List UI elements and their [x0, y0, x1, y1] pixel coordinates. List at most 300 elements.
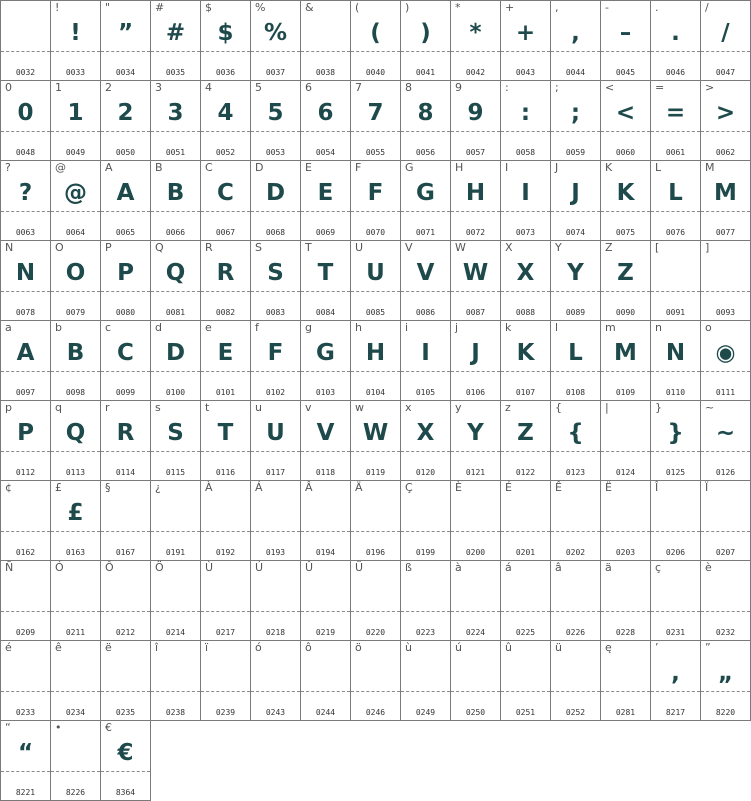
glyph-cell-char-label: C	[205, 161, 213, 174]
glyph-cell	[100, 560, 151, 641]
glyph-cell-codepoint: 0119	[365, 468, 386, 477]
glyph-cell-codepoint: 0104	[365, 388, 386, 397]
glyph-cell	[250, 560, 301, 641]
glyph-cell	[0, 80, 51, 161]
glyph-cell	[300, 640, 351, 721]
glyph-cell-preview: N	[15, 260, 36, 286]
glyph-cell-char-label: Ê	[555, 481, 562, 494]
glyph-cell-preview: Z	[517, 420, 534, 446]
glyph-cell-codepoint: 0072	[465, 228, 486, 237]
glyph-cell-preview: G	[316, 340, 335, 366]
glyph-cell	[600, 400, 651, 481]
glyph-cell	[300, 160, 351, 241]
glyph-cell-divider	[1, 691, 50, 692]
glyph-cell-char-label: ç	[655, 561, 662, 574]
glyph-cell-char-label: u	[255, 401, 262, 414]
glyph-cell	[200, 80, 251, 161]
glyph-cell-char-label: ï	[205, 641, 209, 654]
glyph-cell	[50, 240, 101, 321]
glyph-cell	[50, 320, 101, 401]
glyph-cell-preview: /	[721, 20, 730, 46]
glyph-cell-divider	[51, 531, 100, 532]
glyph-cell-char-label: Ô	[105, 561, 114, 574]
glyph-cell-codepoint: 0225	[515, 628, 536, 637]
glyph-cell-preview: :	[520, 100, 531, 126]
glyph-cell-preview: R	[216, 260, 235, 286]
glyph-cell-preview: K	[516, 340, 535, 366]
glyph-cell-char-label: I	[505, 161, 509, 174]
glyph-cell-char-label: L	[655, 161, 662, 174]
glyph-cell-codepoint: 0121	[465, 468, 486, 477]
glyph-cell-divider	[651, 211, 700, 212]
glyph-cell-char-label: Ï	[705, 481, 709, 494]
glyph-cell	[150, 240, 201, 321]
glyph-cell-preview: #	[165, 20, 186, 46]
glyph-cell-preview	[301, 495, 350, 531]
glyph-cell-codepoint: 0202	[565, 548, 586, 557]
glyph-cell-preview: F	[267, 340, 284, 366]
glyph-cell	[450, 240, 501, 321]
glyph-cell-preview: E	[317, 180, 334, 206]
glyph-cell-char-label: ß	[405, 561, 412, 574]
glyph-cell-divider	[401, 531, 450, 532]
glyph-cell-preview: L	[568, 340, 583, 366]
glyph-cell-preview: O	[65, 260, 86, 286]
glyph-cell-char-label: b	[55, 321, 62, 334]
glyph-cell-divider	[351, 691, 400, 692]
glyph-cell-char-label: }	[655, 401, 662, 414]
glyph-cell	[50, 400, 101, 481]
glyph-cell	[700, 560, 751, 641]
glyph-cell-divider	[1, 531, 50, 532]
glyph-cell	[700, 400, 751, 481]
glyph-cell-codepoint: 0116	[215, 468, 236, 477]
glyph-cell-divider	[601, 371, 650, 372]
glyph-cell-divider	[51, 371, 100, 372]
glyph-cell-divider	[301, 131, 350, 132]
glyph-cell-char-label: V	[405, 241, 413, 254]
glyph-cell-char-label: N	[5, 241, 14, 254]
glyph-cell-char-label: §	[105, 481, 111, 494]
glyph-cell-divider	[401, 291, 450, 292]
glyph-cell-preview	[601, 575, 650, 611]
glyph-cell	[550, 400, 601, 481]
glyph-cell	[700, 240, 751, 321]
glyph-cell-char-label: P	[105, 241, 112, 254]
glyph-cell-char-label: ó	[255, 641, 262, 654]
glyph-cell-divider	[651, 611, 700, 612]
glyph-cell-char-label: %	[255, 1, 266, 14]
glyph-cell-codepoint: 0193	[265, 548, 286, 557]
glyph-cell-codepoint: 0232	[715, 628, 736, 637]
glyph-cell-codepoint: 0091	[665, 308, 686, 317]
glyph-cell-divider	[101, 771, 150, 772]
glyph-cell	[450, 400, 501, 481]
glyph-cell	[400, 320, 451, 401]
glyph-cell-preview: 4	[217, 100, 234, 126]
glyph-cell-char-label: $	[205, 1, 212, 14]
glyph-cell	[200, 320, 251, 401]
glyph-cell-divider	[351, 611, 400, 612]
glyph-cell	[700, 0, 751, 81]
glyph-cell	[0, 160, 51, 241]
glyph-cell-preview: 9	[467, 100, 484, 126]
glyph-cell	[300, 560, 351, 641]
glyph-cell-preview: 0	[17, 100, 34, 126]
glyph-cell-char-label: ]	[705, 241, 710, 254]
glyph-cell	[250, 320, 301, 401]
glyph-cell-codepoint: 0106	[465, 388, 486, 397]
glyph-cell-codepoint: 0113	[65, 468, 86, 477]
glyph-cell	[250, 400, 301, 481]
glyph-cell-preview: F	[367, 180, 384, 206]
glyph-cell-divider	[501, 691, 550, 692]
glyph-cell	[250, 240, 301, 321]
glyph-cell-codepoint: 0080	[115, 308, 136, 317]
glyph-cell-preview	[601, 495, 650, 531]
glyph-cell-codepoint: 0046	[665, 68, 686, 77]
glyph-cell-preview: V	[416, 260, 435, 286]
glyph-cell-codepoint: 0036	[215, 68, 236, 77]
glyph-cell-preview: V	[316, 420, 335, 446]
glyph-cell-preview: C	[117, 340, 134, 366]
glyph-cell-char-label: y	[455, 401, 462, 414]
glyph-cell-preview	[351, 575, 400, 611]
glyph-cell-codepoint: 0196	[365, 548, 386, 557]
glyph-cell-codepoint: 0201	[515, 548, 536, 557]
glyph-cell-char-label: ”	[705, 641, 711, 654]
glyph-cell-preview	[151, 655, 200, 691]
glyph-cell-divider	[151, 51, 200, 52]
glyph-cell	[150, 160, 201, 241]
glyph-cell-char-label: l	[555, 321, 559, 334]
glyph-cell-char-label: p	[5, 401, 12, 414]
glyph-cell-char-label: g	[305, 321, 312, 334]
glyph-cell-char-label: è	[705, 561, 712, 574]
glyph-cell-divider	[201, 371, 250, 372]
glyph-cell-preview	[551, 575, 600, 611]
glyph-cell-divider	[251, 611, 300, 612]
glyph-cell-codepoint: 0071	[415, 228, 436, 237]
glyph-cell-preview: .	[671, 20, 680, 46]
glyph-cell	[100, 320, 151, 401]
glyph-cell-divider	[201, 291, 250, 292]
glyph-cell	[0, 480, 51, 561]
glyph-cell	[350, 80, 401, 161]
glyph-cell-divider	[201, 51, 250, 52]
glyph-cell-codepoint: 0075	[615, 228, 636, 237]
glyph-cell-char-label: H	[455, 161, 464, 174]
glyph-cell-divider	[451, 451, 500, 452]
glyph-cell-codepoint: 0163	[65, 548, 86, 557]
glyph-cell-codepoint: 0199	[415, 548, 436, 557]
glyph-cell	[0, 400, 51, 481]
glyph-cell-preview: D	[265, 180, 286, 206]
glyph-cell-codepoint: 0077	[715, 228, 736, 237]
glyph-cell-char-label: ?	[5, 161, 11, 174]
glyph-cell-divider	[401, 211, 450, 212]
glyph-cell-char-label: +	[505, 1, 515, 14]
glyph-cell	[350, 560, 401, 641]
glyph-cell-divider	[501, 451, 550, 452]
glyph-cell	[600, 320, 651, 401]
glyph-cell-codepoint: 0217	[215, 628, 236, 637]
glyph-cell-codepoint: 0070	[365, 228, 386, 237]
glyph-cell-codepoint: 0100	[165, 388, 186, 397]
glyph-cell	[550, 0, 601, 81]
glyph-cell-divider	[551, 51, 600, 52]
glyph-cell-char-label: à	[455, 561, 462, 574]
glyph-cell-codepoint: 0050	[115, 148, 136, 157]
glyph-cell-codepoint: 0086	[415, 308, 436, 317]
glyph-cell	[400, 560, 451, 641]
glyph-cell-char-label: z	[505, 401, 511, 414]
glyph-cell	[350, 640, 401, 721]
glyph-cell	[550, 480, 601, 561]
glyph-cell	[150, 320, 201, 401]
glyph-cell-codepoint: 0109	[615, 388, 636, 397]
glyph-cell-char-label: 8	[405, 81, 412, 94]
glyph-cell-preview: *	[469, 20, 482, 46]
glyph-cell	[600, 240, 651, 321]
glyph-cell	[400, 400, 451, 481]
glyph-cell-preview	[101, 655, 150, 691]
glyph-cell-char-label: U	[355, 241, 364, 254]
glyph-cell-preview	[1, 15, 50, 51]
glyph-cell-preview: )	[420, 20, 431, 46]
glyph-cell-divider	[251, 691, 300, 692]
glyph-cell-divider	[51, 451, 100, 452]
glyph-cell-char-label: e	[205, 321, 212, 334]
glyph-cell	[350, 0, 401, 81]
glyph-cell-codepoint: 0224	[465, 628, 486, 637]
glyph-cell-codepoint: 0076	[665, 228, 686, 237]
glyph-cell-codepoint: 0053	[265, 148, 286, 157]
glyph-cell-preview: J	[571, 180, 580, 206]
glyph-cell-divider	[51, 771, 100, 772]
glyph-cell-divider	[651, 51, 700, 52]
glyph-cell-preview	[301, 15, 350, 51]
glyph-cell-divider	[101, 531, 150, 532]
glyph-cell-divider	[301, 211, 350, 212]
glyph-cell-codepoint: 0064	[65, 228, 86, 237]
glyph-cell-preview: T	[317, 260, 334, 286]
glyph-cell-divider	[1, 51, 50, 52]
glyph-cell-preview: ;	[570, 100, 581, 126]
glyph-cell	[200, 560, 251, 641]
glyph-cell-preview	[401, 655, 450, 691]
glyph-cell-divider	[251, 211, 300, 212]
glyph-cell-divider	[701, 211, 750, 212]
glyph-cell	[450, 640, 501, 721]
glyph-cell-preview: Y	[467, 420, 484, 446]
glyph-cell-char-label: w	[355, 401, 364, 414]
glyph-cell	[550, 240, 601, 321]
glyph-cell-preview: P	[117, 260, 134, 286]
glyph-cell	[400, 480, 451, 561]
glyph-cell-codepoint: 0066	[165, 228, 186, 237]
glyph-cell-divider	[451, 131, 500, 132]
glyph-cell-preview: €	[117, 740, 134, 766]
glyph-cell-preview	[351, 655, 400, 691]
glyph-cell-divider	[501, 531, 550, 532]
glyph-cell-char-label: ú	[455, 641, 462, 654]
glyph-cell-codepoint: 8220	[715, 708, 736, 717]
glyph-cell	[550, 80, 601, 161]
glyph-cell-divider	[301, 611, 350, 612]
glyph-cell-char-label: ü	[555, 641, 562, 654]
glyph-cell-preview: Q	[65, 420, 86, 446]
glyph-cell-preview	[501, 495, 550, 531]
glyph-cell-divider	[201, 131, 250, 132]
glyph-cell-divider	[51, 131, 100, 132]
glyph-cell-char-label: 2	[105, 81, 112, 94]
glyph-cell-char-label: #	[155, 1, 165, 14]
glyph-cell-divider	[501, 131, 550, 132]
glyph-cell-codepoint: 0126	[715, 468, 736, 477]
glyph-cell-char-label: R	[205, 241, 213, 254]
glyph-cell-preview	[101, 495, 150, 531]
glyph-cell-preview: ◉	[715, 340, 736, 366]
glyph-cell	[100, 720, 151, 801]
glyph-cell-codepoint: 0251	[515, 708, 536, 717]
glyph-cell-codepoint: 0079	[65, 308, 86, 317]
glyph-cell	[50, 0, 101, 81]
glyph-cell-divider	[301, 371, 350, 372]
glyph-cell-codepoint: 0167	[115, 548, 136, 557]
glyph-cell-codepoint: 0211	[65, 628, 86, 637]
glyph-cell-preview: >	[715, 100, 736, 126]
glyph-cell-char-label: /	[705, 1, 709, 14]
glyph-cell-preview	[351, 495, 400, 531]
glyph-cell-char-label: q	[55, 401, 62, 414]
glyph-cell-preview	[51, 655, 100, 691]
glyph-cell-divider	[151, 451, 200, 452]
glyph-cell-codepoint: 0059	[565, 148, 586, 157]
glyph-cell-preview	[551, 495, 600, 531]
glyph-cell-codepoint: 0093	[715, 308, 736, 317]
glyph-cell	[450, 480, 501, 561]
glyph-cell-preview	[501, 655, 550, 691]
glyph-cell-preview: K	[616, 180, 635, 206]
glyph-cell-char-label: |	[605, 401, 609, 414]
glyph-cell	[50, 640, 101, 721]
glyph-cell-preview: @	[64, 180, 87, 206]
glyph-cell-codepoint: 8226	[65, 788, 86, 797]
glyph-cell-preview	[301, 575, 350, 611]
glyph-cell	[0, 720, 51, 801]
glyph-cell-preview: ~	[715, 420, 736, 446]
glyph-cell-char-label: J	[555, 161, 559, 174]
glyph-cell	[450, 80, 501, 161]
glyph-cell	[600, 160, 651, 241]
glyph-cell-divider	[251, 291, 300, 292]
glyph-cell-divider	[301, 451, 350, 452]
glyph-cell-divider	[601, 291, 650, 292]
glyph-cell-codepoint: 0239	[215, 708, 236, 717]
glyph-cell	[50, 720, 101, 801]
glyph-cell	[650, 80, 701, 161]
glyph-cell-codepoint: 0052	[215, 148, 236, 157]
glyph-cell-codepoint: 0043	[515, 68, 536, 77]
glyph-cell-codepoint: 0090	[615, 308, 636, 317]
glyph-cell	[650, 0, 701, 81]
glyph-cell	[650, 240, 701, 321]
glyph-cell	[700, 320, 751, 401]
glyph-cell-codepoint: 0101	[215, 388, 236, 397]
glyph-cell	[600, 640, 651, 721]
glyph-cell	[650, 160, 701, 241]
glyph-cell-char-label: s	[155, 401, 161, 414]
glyph-cell-preview: 3	[167, 100, 184, 126]
glyph-cell-char-label: *	[455, 1, 461, 14]
glyph-cell-preview: J	[471, 340, 480, 366]
glyph-cell-preview	[301, 655, 350, 691]
glyph-cell-preview: R	[116, 420, 135, 446]
glyph-cell-codepoint: 0246	[365, 708, 386, 717]
glyph-cell-codepoint: 0078	[15, 308, 36, 317]
glyph-cell-divider	[701, 51, 750, 52]
glyph-cell-divider	[101, 211, 150, 212]
glyph-cell-preview	[601, 415, 650, 451]
glyph-cell-divider	[151, 291, 200, 292]
glyph-cell-preview: W	[462, 260, 489, 286]
glyph-cell-codepoint: 0125	[665, 468, 686, 477]
glyph-cell-char-label: W	[455, 241, 466, 254]
glyph-cell	[100, 640, 151, 721]
glyph-cell-codepoint: 0112	[15, 468, 36, 477]
glyph-cell-preview: <	[615, 100, 636, 126]
glyph-cell-char-label: ,	[555, 1, 559, 14]
glyph-cell-char-label: Ó	[55, 561, 64, 574]
glyph-cell	[100, 480, 151, 561]
glyph-cell-divider	[351, 131, 400, 132]
glyph-cell	[450, 560, 501, 641]
glyph-cell-char-label: ę	[605, 641, 612, 654]
glyph-cell-preview	[701, 575, 750, 611]
glyph-cell-codepoint: 0212	[115, 628, 136, 637]
glyph-cell	[150, 80, 201, 161]
glyph-cell-divider	[501, 211, 550, 212]
glyph-cell-divider	[501, 291, 550, 292]
glyph-cell-codepoint: 0191	[165, 548, 186, 557]
glyph-cell-divider	[501, 51, 550, 52]
glyph-cell-char-label: À	[205, 481, 213, 494]
glyph-cell-codepoint: 0074	[565, 228, 586, 237]
glyph-cell-char-label: f	[255, 321, 259, 334]
glyph-cell-codepoint: 0218	[265, 628, 286, 637]
glyph-cell-preview	[151, 495, 200, 531]
glyph-cell-divider	[651, 531, 700, 532]
glyph-cell-preview: –	[619, 20, 632, 46]
glyph-cell	[600, 480, 651, 561]
glyph-cell-divider	[301, 51, 350, 52]
glyph-cell-char-label: .	[655, 1, 659, 14]
glyph-cell	[400, 0, 451, 81]
glyph-cell-codepoint: 0250	[465, 708, 486, 717]
glyph-cell	[650, 640, 701, 721]
glyph-cell-codepoint: 0082	[215, 308, 236, 317]
glyph-cell-divider	[551, 611, 600, 612]
glyph-cell-preview: }	[667, 420, 684, 446]
glyph-cell-divider	[101, 291, 150, 292]
glyph-cell-preview: £	[67, 500, 84, 526]
glyph-cell-divider	[551, 131, 600, 132]
glyph-cell-char-label: M	[705, 161, 715, 174]
glyph-cell	[100, 240, 151, 321]
glyph-cell-divider	[501, 611, 550, 612]
glyph-cell-codepoint: 0110	[665, 388, 686, 397]
